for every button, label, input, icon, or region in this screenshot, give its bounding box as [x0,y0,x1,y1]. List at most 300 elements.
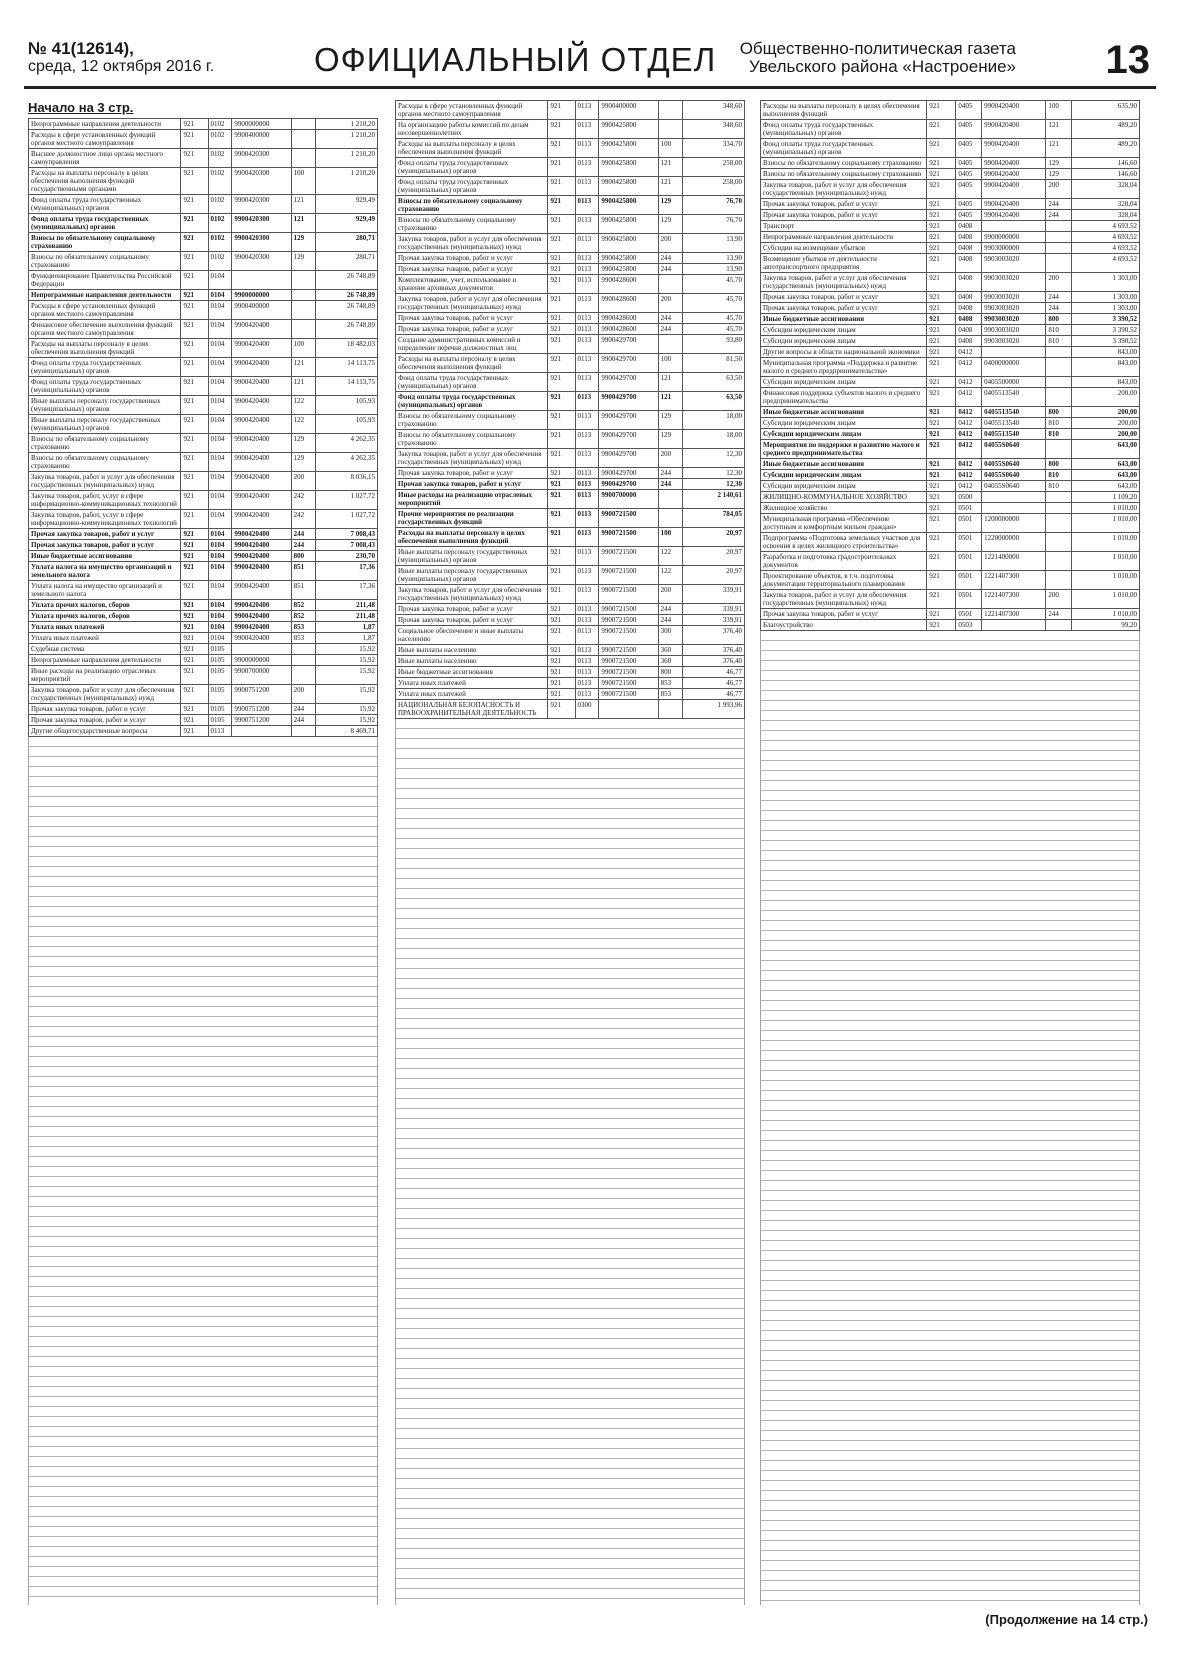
cell-t: 200 [1046,590,1072,609]
cell-sum: 929,49 [315,195,377,214]
cell-s: 0102 [208,149,232,168]
cell-s: 0104 [208,510,232,529]
table-row [29,149,378,168]
cell-cs: 1221400000 [982,552,1046,571]
cell-v: 921 [548,139,575,158]
cell-v: 921 [181,396,208,415]
cell-cs: 1221407300 [982,590,1046,609]
cell-v: 921 [548,335,575,354]
table-row [396,490,745,509]
cell-s: 0113 [575,509,599,528]
cell-v: 921 [181,562,208,581]
cell-name: Закупка товаров, работ, услуг в сфере информационно-коммуникационных технологий [29,510,181,529]
cell-sum: 3 390,52 [1072,325,1140,336]
table-row [396,196,745,215]
cell-s: 0102 [208,130,232,149]
cell-t: 244 [1046,199,1072,210]
cell-s: 0501 [956,533,982,552]
cell-s: 0104 [208,339,232,358]
cell-t [291,655,315,666]
cell-v: 921 [927,101,956,120]
cell-sum: 1 210,20 [315,149,377,168]
cell-name: Расходы на выплаты персоналу в целях обеспечения выполнения функций государственными органами [29,168,181,195]
cell-sum: 348,60 [682,120,744,139]
cell-name: Взносы по обязательному социальному страхованию [29,252,181,271]
cell-sum: 12,30 [682,468,744,479]
cell-name: ЖИЛИЩНО-КОММУНАЛЬНОЕ ХОЗЯЙСТВО [761,492,927,503]
cell-v: 921 [927,358,956,377]
cell-sum: 15,92 [315,655,377,666]
cell-cs: 1220000000 [982,533,1046,552]
cell-sum: 17,36 [315,581,377,600]
cell-v: 921 [548,604,575,615]
cell-s: 0501 [956,571,982,590]
table-row [761,336,1140,347]
cell-cs: 9900420400 [982,199,1046,210]
table-row [396,294,745,313]
cell-s: 0104 [208,453,232,472]
cell-t [1046,388,1072,407]
cell-s: 0113 [575,275,599,294]
cell-s: 0500 [956,492,982,503]
cell-name: Прочая закупка товаров, работ и услуг [29,715,181,726]
cell-v: 921 [927,377,956,388]
cell-name: Фонд оплаты труда государственных (муниципальных) органов [396,177,548,196]
cell-name: Транспорт [761,221,927,232]
cell-cs: 0405513540 [982,418,1046,429]
cell-s: 0113 [575,101,599,120]
table-row [761,169,1140,180]
cell-name: Уплата иных платежей [29,633,181,644]
cell-v: 921 [181,726,208,737]
cell-v: 921 [181,339,208,358]
table-row [396,689,745,700]
table-row [29,271,378,290]
cell-v: 921 [181,529,208,540]
cell-s: 0412 [956,459,982,470]
cell-v: 921 [927,590,956,609]
cell-name: Взносы по обязательному социальному страхованию [29,453,181,472]
cell-t: 244 [658,615,682,626]
cell-v: 921 [927,336,956,347]
cell-cs: 9900420400 [232,358,291,377]
cell-cs: 1221407300 [982,609,1046,620]
cell-name: Взносы по обязательному социальному страхованию [396,215,548,234]
cell-sum: 4 262,35 [315,453,377,472]
cell-t [1046,503,1072,514]
cell-t [1046,254,1072,273]
table-row [761,609,1140,620]
table-row [396,585,745,604]
cell-name: Муниципальная программа «Поддержка и развитие малого и среднего предпринимательства» [761,358,927,377]
cell-v: 921 [181,252,208,271]
cell-s: 0102 [208,214,232,233]
cell-t: 129 [658,215,682,234]
cell-t [291,119,315,130]
cell-cs: 9900425800 [599,177,658,196]
cell-t: 810 [1046,481,1072,492]
cell-sum: 1 010,00 [1072,533,1140,552]
cell-s: 0104 [208,600,232,611]
cell-cs: 9900420400 [982,139,1046,158]
cell-v: 921 [548,196,575,215]
table-row [396,411,745,430]
cell-v: 921 [548,101,575,120]
cell-t [1046,552,1072,571]
table-row [29,320,378,339]
table-row [396,656,745,667]
cell-sum: 81,50 [682,354,744,373]
cell-v: 921 [548,324,575,335]
cell-s: 0113 [575,234,599,253]
cell-sum: 12,30 [682,449,744,468]
table-continuation-1 [28,737,378,1605]
table-row [396,700,745,719]
table-row [761,552,1140,571]
cell-v: 921 [181,271,208,290]
cell-v: 921 [548,509,575,528]
cell-cs: 9900428600 [599,313,658,324]
cell-s: 0105 [208,685,232,704]
cell-t: 200 [658,585,682,604]
cell-name: Расходы на выплаты персоналу в целях обеспечения выполнения функций [29,339,181,358]
cell-cs: 9900420400 [982,120,1046,139]
cell-v: 921 [181,715,208,726]
cell-name: Высшее должностное лицо органа местного самоуправления [29,149,181,168]
cell-cs [982,503,1046,514]
table-row [29,339,378,358]
cell-t [291,644,315,655]
table-row [29,540,378,551]
table-row [29,600,378,611]
cell-cs [232,644,291,655]
cell-s: 0405 [956,210,982,221]
cell-name: Уплата налога на имущество организаций и земельного налога [29,562,181,581]
cell-s: 0104 [208,611,232,622]
cell-cs: 9900425800 [599,158,658,177]
cell-v: 921 [927,552,956,571]
cell-name: Фонд оплаты труда государственных (муниципальных) органов [761,120,927,139]
cell-s: 0113 [575,528,599,547]
cell-s: 0102 [208,233,232,252]
cell-v: 921 [927,273,956,292]
cell-sum: 280,71 [315,252,377,271]
masthead [24,28,1156,90]
cell-name: Уплата иных платежей [396,678,548,689]
cell-v: 921 [181,453,208,472]
cell-cs: 9900425800 [599,253,658,264]
cell-s: 0501 [956,590,982,609]
cell-s: 0412 [956,470,982,481]
table-row [396,667,745,678]
cell-sum: 13,90 [682,264,744,275]
cell-t [1046,492,1072,503]
cell-v: 921 [927,620,956,631]
cell-t: 800 [1046,459,1072,470]
cell-t: 853 [291,633,315,644]
table-row [761,533,1140,552]
cell-t [291,726,315,737]
table-row [396,373,745,392]
newspaper-name [740,40,1016,76]
cell-t: 122 [291,415,315,434]
cell-v: 921 [548,430,575,449]
cell-cs: 9900000000 [232,290,291,301]
cell-cs: 9900428600 [599,275,658,294]
cell-v: 921 [927,533,956,552]
table-row [396,479,745,490]
cell-name: Прочая закупка товаров, работ и услуг [396,468,548,479]
cell-s: 0412 [956,407,982,418]
cell-sum: 3 390,52 [1072,336,1140,347]
cell-name: Субсидии юридическим лицам [761,325,927,336]
cell-t: 852 [291,600,315,611]
table-row [761,440,1140,459]
cell-sum: 26 748,89 [315,301,377,320]
cell-s: 0501 [956,552,982,571]
cell-t: 121 [291,377,315,396]
cell-v: 921 [927,303,956,314]
table-row [761,292,1140,303]
cell-sum: 15,92 [315,666,377,685]
table-row [396,528,745,547]
cell-cs: 9900420400 [232,633,291,644]
cell-cs: 9900420400 [232,453,291,472]
cell-cs [599,700,658,719]
cell-sum: 929,49 [315,214,377,233]
cell-name: Прочая закупка товаров, работ и услуг [396,615,548,626]
cell-v: 921 [181,581,208,600]
cell-s: 0105 [208,715,232,726]
cell-sum: 45,70 [682,275,744,294]
cell-t: 360 [658,645,682,656]
cell-s: 0113 [575,585,599,604]
cell-sum: 8 036,15 [315,472,377,491]
cell-t: 810 [1046,325,1072,336]
cell-v: 921 [927,199,956,210]
cell-name: Иные бюджетные ассигнования [396,667,548,678]
cell-t: 129 [1046,158,1072,169]
table-row [396,645,745,656]
cell-s: 0408 [956,292,982,303]
cell-cs: 9900721500 [599,509,658,528]
cell-cs: 9900425800 [599,196,658,215]
cell-sum: 146,60 [1072,169,1140,180]
cell-t [1046,377,1072,388]
cell-v: 921 [927,254,956,273]
cell-t [291,301,315,320]
cell-cs: 9900429700 [599,373,658,392]
cell-name: Прочая закупка товаров, работ и услуг [761,609,927,620]
cell-v: 921 [548,275,575,294]
cell-v: 921 [548,264,575,275]
table-row [29,611,378,622]
cell-cs: 0405513540 [982,388,1046,407]
cell-name: Взносы по обязательному социальному страхованию [396,411,548,430]
cell-t [1046,514,1072,533]
table-row [761,273,1140,292]
cell-sum: 328,04 [1072,199,1140,210]
cell-s: 0104 [208,491,232,510]
cell-name: Уплата налога на имущество организаций и земельного налога [29,581,181,600]
cell-name: Комплектование, учет, использование и хранение архивных документов [396,275,548,294]
cell-t: 129 [1046,169,1072,180]
cell-v: 921 [927,232,956,243]
issue-date: среда, 12 октября 2016 г. [28,58,215,75]
table-row [29,119,378,130]
table-row [396,547,745,566]
cell-sum: 843,00 [1072,377,1140,388]
cell-sum: 1 010,00 [1072,552,1140,571]
cell-sum: 211,48 [315,611,377,622]
cell-t: 129 [291,434,315,453]
column-3 [760,100,1140,1605]
table-row [761,481,1140,492]
cell-t: 853 [658,678,682,689]
cell-s: 0412 [956,347,982,358]
cell-s: 0104 [208,562,232,581]
cell-name: Иные бюджетные ассигнования [761,407,927,418]
cell-s: 0503 [956,620,982,631]
table-row [761,590,1140,609]
cell-t [658,275,682,294]
cell-sum: 1 109,20 [1072,492,1140,503]
cell-sum: 105,93 [315,415,377,434]
cell-name: Непрограммные направления деятельности [29,119,181,130]
cell-cs: 9900429700 [599,411,658,430]
cell-t [291,271,315,290]
cell-v: 921 [181,600,208,611]
table-row [29,655,378,666]
cell-s: 0113 [575,547,599,566]
cell-v: 921 [181,540,208,551]
cell-name: Иные выплаты населению [396,656,548,667]
table-row [29,377,378,396]
cell-v: 921 [548,411,575,430]
cell-name: Другие общегосударственные вопросы [29,726,181,737]
cell-name: Расходы в сфере установленных функций органов местного самоуправления [29,130,181,149]
cell-sum: 4 693,52 [1072,254,1140,273]
cell-v: 921 [181,130,208,149]
cell-sum: 76,70 [682,215,744,234]
cell-cs: 9900400000 [232,130,291,149]
start-note: Начало на 3 стр. [28,100,134,115]
table-row [29,704,378,715]
cell-s: 0408 [956,221,982,232]
cell-s: 0104 [208,396,232,415]
table-row [29,472,378,491]
cell-sum: 1 210,20 [315,130,377,149]
cell-name: Непрограммные направления деятельности [761,232,927,243]
cell-name: Закупка товаров, работ и услуг для обеспечения государственных (муниципальных) нужд [396,234,548,253]
cell-sum: 4 693,52 [1072,243,1140,254]
cell-t [1046,232,1072,243]
cell-v: 921 [181,320,208,339]
cell-name: Субсидии на возмещение убытков [761,243,927,254]
cell-cs: 9900420400 [982,210,1046,221]
cell-v: 921 [181,119,208,130]
table-row [396,253,745,264]
cell-cs: 9900425800 [599,234,658,253]
table-row [761,210,1140,221]
cell-t: 244 [658,264,682,275]
cell-t: 121 [291,214,315,233]
cell-s: 0113 [575,177,599,196]
cell-sum: 489,20 [1072,120,1140,139]
cell-t: 200 [658,234,682,253]
cell-sum: 18,00 [682,411,744,430]
cell-name: Прочая закупка товаров, работ и услуг [396,264,548,275]
cell-sum: 258,00 [682,158,744,177]
cell-sum: 13,90 [682,234,744,253]
cell-cs: 9900428600 [599,324,658,335]
cell-s: 0412 [956,418,982,429]
budget-table-1 [28,118,378,737]
cell-sum: 211,48 [315,600,377,611]
cell-name: Проектирование объектов, в т.ч. подготовка документации территориального планирования [761,571,927,590]
cell-sum: 843,00 [1072,347,1140,358]
cell-sum: 99,20 [1072,620,1140,631]
cell-name: НАЦИОНАЛЬНАЯ БЕЗОПАСНОСТЬ И ПРАВООХРАНИТЕЛЬНАЯ ДЕЯТЕЛЬНОСТЬ [396,700,548,719]
table-row [29,529,378,540]
cell-sum: 1 027,72 [315,491,377,510]
cell-name: Закупка товаров, работ и услуг для обеспечения государственных (муниципальных) нужд [396,449,548,468]
cell-cs: 0405500000 [982,377,1046,388]
cell-s: 0408 [956,243,982,254]
cell-cs: 9900000000 [232,119,291,130]
cell-cs: 9900425800 [599,120,658,139]
table-row [761,314,1140,325]
cell-t: 851 [291,581,315,600]
cell-cs: 9900721500 [599,615,658,626]
cell-t: 129 [291,453,315,472]
cell-name: Прочая закупка товаров, работ и услуг [761,292,927,303]
cell-sum: 63,50 [682,373,744,392]
page-number: 13 [1105,38,1150,82]
cell-sum: 334,70 [682,139,744,158]
table-row [29,301,378,320]
table-row [29,510,378,529]
table-row [29,358,378,377]
cell-t: 244 [1046,609,1072,620]
cell-v: 921 [548,678,575,689]
cell-t [658,120,682,139]
cell-cs: 9900429700 [599,392,658,411]
cell-v: 921 [548,177,575,196]
cell-sum: 45,70 [682,294,744,313]
cell-name: Создание административных комиссий и определение перечня должностных лиц [396,335,548,354]
cell-s: 0104 [208,290,232,301]
cell-name: Разработка и подготовка градостроительных документов [761,552,927,571]
cell-sum: 489,20 [1072,139,1140,158]
cell-v: 921 [548,468,575,479]
cell-v: 921 [181,233,208,252]
cell-t: 121 [658,158,682,177]
cell-sum: 46,77 [682,667,744,678]
cell-sum: 45,70 [682,324,744,335]
cell-t: 129 [291,252,315,271]
cell-name: Иные выплаты персоналу государственных (муниципальных) органов [396,547,548,566]
cell-sum: 1 010,00 [1072,609,1140,620]
cell-cs: 9900420400 [232,551,291,562]
department-title: ОФИЦИАЛЬНЫЙ ОТДЕЛ [314,41,717,78]
cell-sum: 643,00 [1072,481,1140,492]
cell-sum: 1 010,00 [1072,503,1140,514]
cell-t [1046,620,1072,631]
cell-cs: 9900425800 [599,264,658,275]
cell-sum: 376,40 [682,645,744,656]
cell-name: Прочая закупка товаров, работ и услуг [29,704,181,715]
